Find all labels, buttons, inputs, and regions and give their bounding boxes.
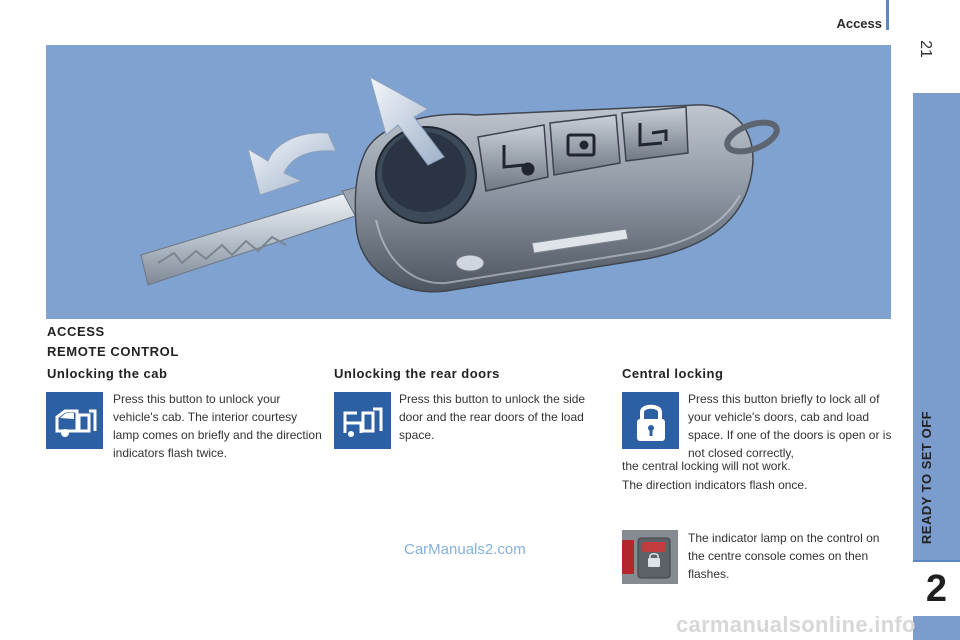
chapter-side-tab [913, 93, 960, 640]
chapter-label: READY TO SET OFF [919, 410, 935, 545]
central-locking-flash-text: The direction indicators flash once. [622, 478, 808, 492]
chapter-number: 2 [913, 560, 960, 616]
central-locking-text: Press this button briefly to lock all of your vehicle's doors, cab and load space. If one of the doors is open or is not closed correctly, [688, 392, 892, 460]
cab-unlock-icon [46, 392, 103, 449]
central-locking-text-cont: the central locking will not work. [622, 459, 791, 473]
indicator-lamp-image [622, 530, 678, 584]
indicator-lamp-text: The indicator lamp on the control on the centre console comes on then flashes. [688, 531, 880, 581]
heading-unlock-rear-doors: Unlocking the rear doors [334, 366, 500, 381]
page-number: 21 [917, 40, 934, 58]
heading-unlock-cab: Unlocking the cab [47, 366, 168, 381]
padlock-icon [622, 392, 679, 449]
key-fob-drawing [46, 45, 891, 319]
rear-doors-unlock-icon [334, 392, 391, 449]
watermark-carmanuals2: CarManuals2.com [404, 541, 526, 558]
page-subheading: REMOTE CONTROL [47, 344, 179, 359]
unlock-rear-doors-text: Press this button to unlock the side door and the rear doors of the load space. [399, 392, 586, 442]
unlock-cab-text: Press this button to unlock your vehicle's cab. The interior courtesy lamp comes on briefly and the direction indicators flash twice. [113, 392, 322, 460]
section-title: Access [836, 16, 882, 31]
header-rule [886, 0, 889, 30]
page-heading: ACCESS [47, 324, 105, 339]
remote-key-illustration [46, 45, 891, 319]
watermark-carmanualsonline: carmanualsonline.info [676, 612, 916, 637]
heading-central-locking: Central locking [622, 366, 724, 381]
